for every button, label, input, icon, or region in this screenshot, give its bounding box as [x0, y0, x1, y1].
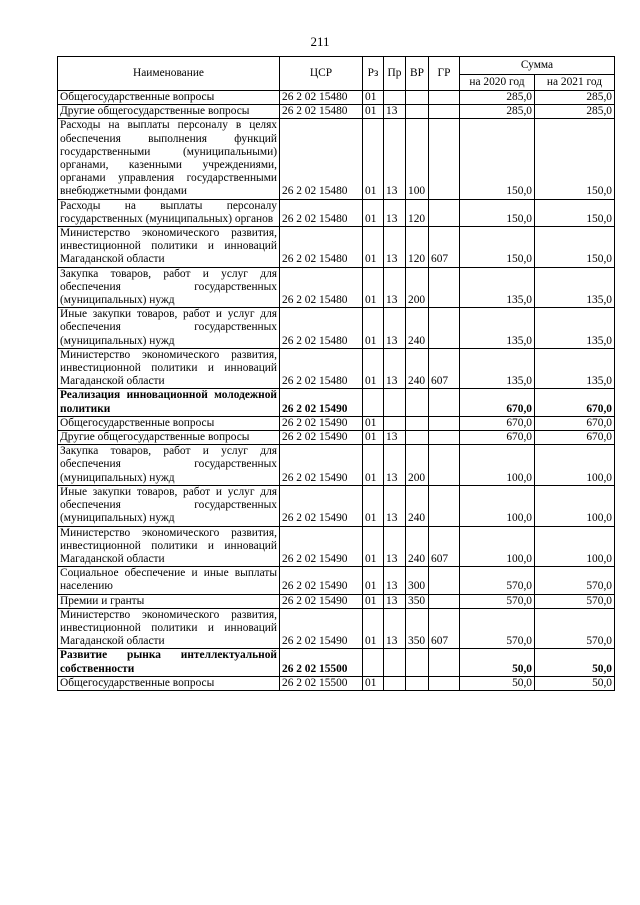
- cell-name: Социальное обеспечение и иные выплаты населению: [58, 567, 280, 594]
- page-number: 211: [310, 34, 330, 49]
- cell-sum-2021: 570,0: [535, 594, 615, 608]
- cell-rz: 01: [363, 445, 384, 486]
- cell-gr: [429, 676, 460, 690]
- cell-sum-2021: 100,0: [535, 526, 615, 567]
- cell-pr: 13: [384, 526, 406, 567]
- cell-csr: 26 2 02 15480: [280, 119, 363, 199]
- table-row: [58, 267, 615, 308]
- cell-gr: [429, 649, 460, 676]
- cell-pr: 13: [384, 608, 406, 649]
- cell-vr: 240: [406, 526, 429, 567]
- cell-pr: [384, 389, 406, 416]
- table-body: [58, 91, 615, 691]
- table-row: [58, 594, 615, 608]
- cell-sum-2021: 570,0: [535, 608, 615, 649]
- cell-vr: [406, 431, 429, 445]
- cell-name: Министерство экономического развития, инвестиционной политики и инноваций Магаданской области: [58, 526, 280, 567]
- header-year-2021: на 2021 год: [535, 75, 615, 91]
- cell-sum-2020: 100,0: [460, 445, 535, 486]
- cell-gr: [429, 308, 460, 349]
- cell-sum-2021: 100,0: [535, 445, 615, 486]
- cell-sum-2021: 135,0: [535, 348, 615, 389]
- cell-sum-2021: 570,0: [535, 567, 615, 594]
- table-row: [58, 105, 615, 119]
- cell-sum-2020: 135,0: [460, 348, 535, 389]
- cell-gr: [429, 199, 460, 226]
- cell-sum-2020: 50,0: [460, 676, 535, 690]
- table-row: [58, 445, 615, 486]
- cell-sum-2020: 150,0: [460, 199, 535, 226]
- cell-rz: 01: [363, 199, 384, 226]
- table-row: [58, 608, 615, 649]
- cell-gr: [429, 119, 460, 199]
- cell-vr: 350: [406, 594, 429, 608]
- table-row: [58, 389, 615, 416]
- cell-pr: 13: [384, 485, 406, 526]
- table-row: [58, 431, 615, 445]
- table-row: [58, 567, 615, 594]
- cell-gr: [429, 91, 460, 105]
- cell-sum-2020: 100,0: [460, 485, 535, 526]
- cell-sum-2021: 50,0: [535, 649, 615, 676]
- cell-vr: [406, 91, 429, 105]
- cell-sum-2021: 150,0: [535, 199, 615, 226]
- header-year-2020: на 2020 год: [460, 75, 535, 91]
- cell-csr: 26 2 02 15480: [280, 227, 363, 268]
- cell-sum-2020: 285,0: [460, 91, 535, 105]
- cell-sum-2020: 670,0: [460, 431, 535, 445]
- cell-vr: 240: [406, 485, 429, 526]
- cell-vr: [406, 676, 429, 690]
- cell-rz: 01: [363, 348, 384, 389]
- cell-pr: 13: [384, 431, 406, 445]
- cell-rz: [363, 389, 384, 416]
- cell-pr: 13: [384, 348, 406, 389]
- cell-gr: 607: [429, 348, 460, 389]
- cell-csr: 26 2 02 15490: [280, 431, 363, 445]
- cell-rz: 01: [363, 485, 384, 526]
- cell-rz: 01: [363, 526, 384, 567]
- table-row: [58, 227, 615, 268]
- cell-pr: 13: [384, 119, 406, 199]
- cell-rz: 01: [363, 227, 384, 268]
- cell-sum-2021: 285,0: [535, 91, 615, 105]
- cell-rz: 01: [363, 267, 384, 308]
- cell-gr: 607: [429, 526, 460, 567]
- cell-vr: 100: [406, 119, 429, 199]
- cell-csr: 26 2 02 15480: [280, 267, 363, 308]
- table-row: [58, 119, 615, 199]
- cell-csr: 26 2 02 15480: [280, 105, 363, 119]
- cell-gr: 607: [429, 608, 460, 649]
- table-row: [58, 649, 615, 676]
- cell-csr: 26 2 02 15490: [280, 594, 363, 608]
- cell-vr: 350: [406, 608, 429, 649]
- header-vr: ВР: [406, 57, 429, 91]
- cell-vr: [406, 105, 429, 119]
- cell-csr: 26 2 02 15480: [280, 199, 363, 226]
- cell-csr: 26 2 02 15480: [280, 308, 363, 349]
- cell-sum-2021: 670,0: [535, 389, 615, 416]
- cell-vr: 120: [406, 227, 429, 268]
- header-gr: ГР: [429, 57, 460, 91]
- cell-name: Расходы на выплаты персоналу в целях обеспечения выполнения функций государственными (муниципальными) органами, казенными учреждениями, органами управления государственными внебюджетными фондами: [58, 119, 280, 199]
- table-row: [58, 485, 615, 526]
- cell-pr: 13: [384, 445, 406, 486]
- cell-vr: 120: [406, 199, 429, 226]
- table-row: [58, 526, 615, 567]
- cell-gr: [429, 567, 460, 594]
- cell-name: Другие общегосударственные вопросы: [58, 105, 280, 119]
- cell-csr: 26 2 02 15490: [280, 485, 363, 526]
- cell-vr: 240: [406, 348, 429, 389]
- cell-gr: [429, 389, 460, 416]
- cell-sum-2021: 135,0: [535, 308, 615, 349]
- cell-name: Министерство экономического развития, инвестиционной политики и инноваций Магаданской области: [58, 608, 280, 649]
- cell-name: Расходы на выплаты персоналу государственных (муниципальных) органов: [58, 199, 280, 226]
- cell-name: Министерство экономического развития, инвестиционной политики и инноваций Магаданской области: [58, 227, 280, 268]
- cell-sum-2021: 50,0: [535, 676, 615, 690]
- budget-table: [57, 56, 615, 691]
- table-row: [58, 199, 615, 226]
- cell-pr: [384, 649, 406, 676]
- cell-pr: 13: [384, 567, 406, 594]
- cell-sum-2020: 570,0: [460, 594, 535, 608]
- table-row: [58, 676, 615, 690]
- header-pr: Пр: [384, 57, 406, 91]
- cell-vr: [406, 649, 429, 676]
- cell-sum-2020: 50,0: [460, 649, 535, 676]
- cell-gr: [429, 445, 460, 486]
- cell-name: Реализация инновационной молодежной политики: [58, 389, 280, 416]
- cell-sum-2021: 670,0: [535, 416, 615, 430]
- cell-name: Закупка товаров, работ и услуг для обеспечения государственных (муниципальных) нужд: [58, 267, 280, 308]
- cell-rz: 01: [363, 119, 384, 199]
- cell-gr: [429, 267, 460, 308]
- cell-rz: 01: [363, 676, 384, 690]
- cell-rz: 01: [363, 91, 384, 105]
- header-csr: ЦСР: [280, 57, 363, 91]
- cell-csr: 26 2 02 15490: [280, 608, 363, 649]
- table-header: [58, 57, 615, 91]
- cell-sum-2020: 570,0: [460, 567, 535, 594]
- header-sum: Сумма: [460, 57, 615, 75]
- cell-sum-2021: 670,0: [535, 431, 615, 445]
- cell-sum-2020: 150,0: [460, 119, 535, 199]
- cell-gr: [429, 594, 460, 608]
- cell-csr: 26 2 02 15490: [280, 445, 363, 486]
- cell-pr: [384, 91, 406, 105]
- header-name: Наименование: [58, 57, 280, 91]
- cell-sum-2021: 150,0: [535, 119, 615, 199]
- cell-gr: [429, 416, 460, 430]
- table-row: [58, 308, 615, 349]
- table-row: [58, 91, 615, 105]
- cell-pr: 13: [384, 227, 406, 268]
- cell-rz: 01: [363, 431, 384, 445]
- cell-csr: 26 2 02 15500: [280, 676, 363, 690]
- cell-sum-2021: 150,0: [535, 227, 615, 268]
- cell-name: Общегосударственные вопросы: [58, 91, 280, 105]
- cell-sum-2020: 150,0: [460, 227, 535, 268]
- cell-name: Другие общегосударственные вопросы: [58, 431, 280, 445]
- cell-sum-2020: 670,0: [460, 389, 535, 416]
- cell-gr: 607: [429, 227, 460, 268]
- cell-vr: 240: [406, 308, 429, 349]
- cell-rz: 01: [363, 594, 384, 608]
- cell-name: Общегосударственные вопросы: [58, 416, 280, 430]
- cell-gr: [429, 105, 460, 119]
- cell-csr: 26 2 02 15490: [280, 416, 363, 430]
- cell-csr: 26 2 02 15500: [280, 649, 363, 676]
- cell-vr: 300: [406, 567, 429, 594]
- cell-rz: 01: [363, 308, 384, 349]
- cell-csr: 26 2 02 15490: [280, 526, 363, 567]
- cell-sum-2021: 285,0: [535, 105, 615, 119]
- cell-pr: 13: [384, 267, 406, 308]
- table-row: [58, 416, 615, 430]
- cell-csr: 26 2 02 15480: [280, 91, 363, 105]
- cell-sum-2020: 100,0: [460, 526, 535, 567]
- cell-rz: [363, 649, 384, 676]
- cell-sum-2020: 670,0: [460, 416, 535, 430]
- cell-pr: 13: [384, 308, 406, 349]
- cell-name: Общегосударственные вопросы: [58, 676, 280, 690]
- cell-name: Развитие рынка интеллектуальной собственности: [58, 649, 280, 676]
- header-rz: Рз: [363, 57, 384, 91]
- cell-sum-2021: 135,0: [535, 267, 615, 308]
- cell-vr: 200: [406, 267, 429, 308]
- cell-vr: [406, 416, 429, 430]
- cell-name: Премии и гранты: [58, 594, 280, 608]
- cell-rz: 01: [363, 608, 384, 649]
- cell-vr: 200: [406, 445, 429, 486]
- cell-name: Закупка товаров, работ и услуг для обеспечения государственных (муниципальных) нужд: [58, 445, 280, 486]
- cell-sum-2020: 285,0: [460, 105, 535, 119]
- cell-pr: 13: [384, 105, 406, 119]
- cell-vr: [406, 389, 429, 416]
- cell-sum-2020: 570,0: [460, 608, 535, 649]
- cell-csr: 26 2 02 15490: [280, 389, 363, 416]
- cell-rz: 01: [363, 416, 384, 430]
- cell-gr: [429, 485, 460, 526]
- cell-name: Иные закупки товаров, работ и услуг для обеспечения государственных (муниципальных) нужд: [58, 308, 280, 349]
- table-row: [58, 348, 615, 389]
- cell-csr: 26 2 02 15490: [280, 567, 363, 594]
- cell-name: Иные закупки товаров, работ и услуг для обеспечения государственных (муниципальных) нужд: [58, 485, 280, 526]
- cell-sum-2020: 135,0: [460, 308, 535, 349]
- cell-pr: [384, 676, 406, 690]
- cell-name: Министерство экономического развития, инвестиционной политики и инноваций Магаданской области: [58, 348, 280, 389]
- cell-sum-2020: 135,0: [460, 267, 535, 308]
- cell-pr: 13: [384, 199, 406, 226]
- cell-rz: 01: [363, 105, 384, 119]
- cell-csr: 26 2 02 15480: [280, 348, 363, 389]
- cell-pr: 13: [384, 594, 406, 608]
- cell-pr: [384, 416, 406, 430]
- cell-gr: [429, 431, 460, 445]
- cell-rz: 01: [363, 567, 384, 594]
- cell-sum-2021: 100,0: [535, 485, 615, 526]
